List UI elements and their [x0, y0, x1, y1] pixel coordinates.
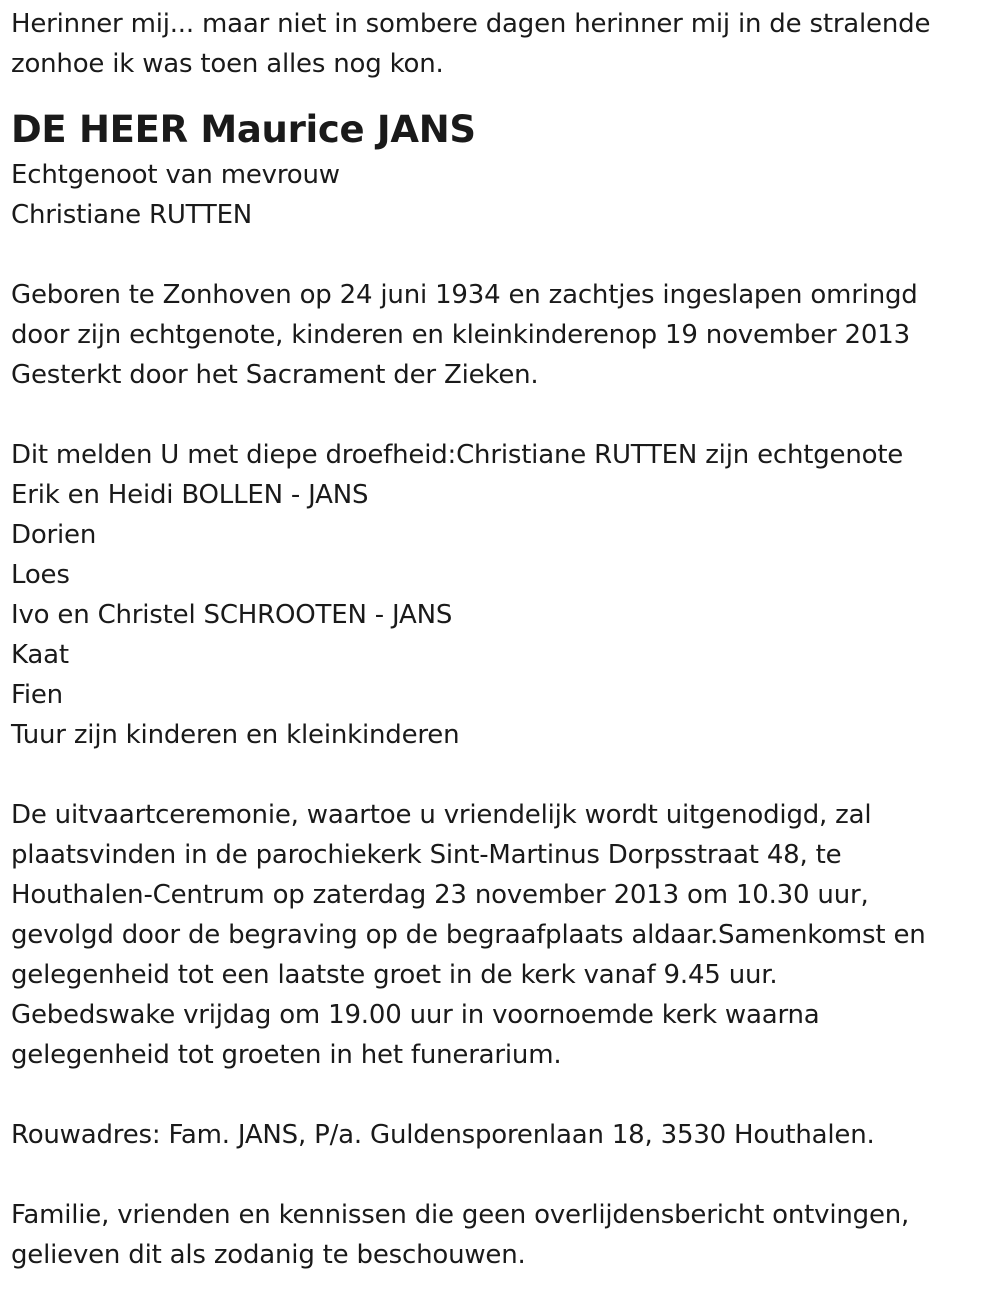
ceremony-line: De uitvaartceremonie, waartoe u vriendelijk wordt uitgenodigd, zal	[11, 800, 872, 830]
ceremony-line: Houthalen-Centrum op zaterdag 23 november 2013 om 10.30 uur,	[11, 880, 869, 910]
mourners-list	[11, 435, 991, 755]
spacer	[11, 395, 991, 435]
closing-line: gelieven dit als zodanig te beschouwen.	[11, 1240, 526, 1270]
ceremony-line: gevolgd door de begraving op de begraafplaats aldaar.Samenkomst en	[11, 920, 926, 950]
mourner-line: Kaat	[11, 640, 69, 670]
mourner-line: Erik en Heidi BOLLEN - JANS	[11, 480, 369, 510]
spacer	[11, 1155, 991, 1195]
spouse-line: Christiane RUTTEN	[11, 200, 253, 230]
mourner-line: Loes	[11, 560, 70, 590]
closing-line: Familie, vrienden en kennissen die geen overlijdensbericht ontvingen,	[11, 1200, 910, 1230]
ceremony-line: gelegenheid tot groeten in het funerarium.	[11, 1040, 562, 1070]
birth-death-line: Geboren te Zonhoven op 24 juni 1934 en zachtjes ingeslapen omringd	[11, 280, 918, 310]
spouse-info	[11, 155, 991, 235]
ceremony-line: Gebedswake vrijdag om 19.00 uur in voornoemde kerk waarna	[11, 1000, 820, 1030]
birth-death-info	[11, 275, 991, 395]
verse-line: Herinner mij... maar niet in sombere dagen herinner mij in de stralende	[11, 9, 931, 39]
mourner-line: Tuur zijn kinderen en kleinkinderen	[11, 720, 460, 750]
deceased-name-title: DE HEER Maurice JANS	[11, 108, 476, 151]
spouse-line: Echtgenoot van mevrouw	[11, 160, 340, 190]
birth-death-line: Gesterkt door het Sacrament der Zieken.	[11, 360, 539, 390]
ceremony-line: gelegenheid tot een laatste groet in de kerk vanaf 9.45 uur.	[11, 960, 778, 990]
mourner-line: Fien	[11, 680, 63, 710]
obituary-notice	[11, 4, 991, 1275]
closing-note	[11, 1195, 991, 1275]
mourner-line: Ivo en Christel SCHROOTEN - JANS	[11, 600, 453, 630]
spacer	[11, 1075, 991, 1115]
spacer	[11, 755, 991, 795]
spacer	[11, 235, 991, 275]
ceremony-info	[11, 795, 991, 1075]
birth-death-line: door zijn echtgenote, kinderen en kleinkinderenop 19 november 2013	[11, 320, 910, 350]
mourning-address: Rouwadres: Fam. JANS, P/a. Guldensporenlaan 18, 3530 Houthalen.	[11, 1120, 875, 1150]
mourner-line: Dit melden U met diepe droefheid:Christiane RUTTEN zijn echtgenote	[11, 440, 904, 470]
ceremony-line: plaatsvinden in de parochiekerk Sint-Martinus Dorpsstraat 48, te	[11, 840, 842, 870]
mourner-line: Dorien	[11, 520, 97, 550]
verse-line: zonhoe ik was toen alles nog kon.	[11, 49, 444, 79]
verse	[11, 4, 991, 84]
